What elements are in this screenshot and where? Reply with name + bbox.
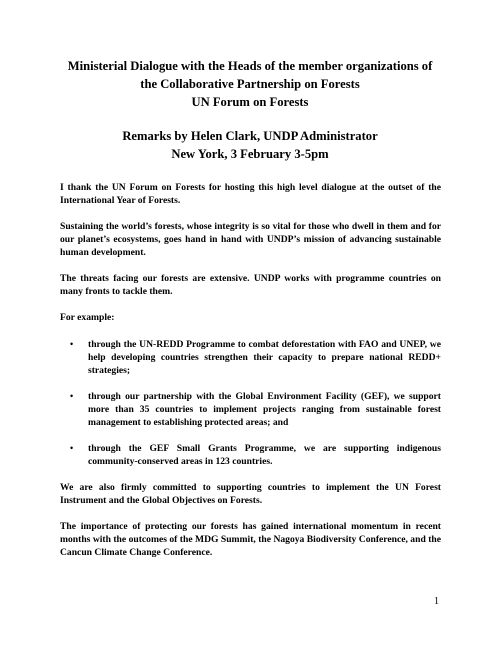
bullet-item (60, 442, 441, 468)
remarks-heading (40, 127, 460, 163)
document-title (40, 57, 460, 111)
paragraph: I thank the UN Forum on Forests for hosting this high level dialogue at the outset of the International Year of Forests. (60, 182, 441, 206)
bullet-icon: • (70, 391, 74, 401)
paragraph: The threats facing our forests are extensive. UNDP works with programme countries on many fronts to tackle them. (60, 273, 441, 297)
paragraph: The importance of protecting our forests has gained international momentum in recent months with the outcomes of the MDG Summit, the Nagoya Biodiversity Conference, and the Cancun Climate Change Conference. (60, 521, 441, 558)
paragraph: For example: (60, 312, 115, 323)
document-body (60, 181, 441, 572)
bullet-icon: • (70, 443, 74, 453)
bullet-text: through our partnership with the Global Environment Facility (GEF), we support more than 35 countries to implement projects ranging from sustainable forest management to establishing protected areas; and (88, 391, 441, 428)
title-line: UN Forum on Forests (191, 95, 309, 109)
bullet-text: through the UN-REDD Programme to combat deforestation with FAO and UNEP, we help developing countries strengthen their capacity to prepare national REDD+ strategies; (88, 339, 441, 376)
remarks-location-date: New York, 3 February 3-5pm (171, 147, 329, 161)
remarks-speaker: Remarks by Helen Clark, UNDP Administrator (122, 129, 378, 143)
bullet-item (60, 390, 441, 429)
bullet-item (60, 338, 441, 377)
paragraph: Sustaining the world’s forests, whose integrity is so vital for those who dwell in them and for our planet’s ecosystems, goes hand in hand with UNDP’s mission of advancing sustainable human development. (60, 221, 441, 258)
title-line: Ministerial Dialogue with the Heads of the member organizations of (67, 59, 433, 73)
paragraph: We are also firmly committed to supporting countries to implement the UN Forest Instrument and the Global Objectives on Forests. (60, 482, 441, 506)
page-number: 1 (434, 596, 439, 607)
bullet-icon: • (70, 339, 74, 349)
bullet-list (60, 338, 441, 468)
bullet-text: through the GEF Small Grants Programme, we are supporting indigenous community-conserved areas in 123 countries. (88, 443, 441, 467)
title-line: the Collaborative Partnership on Forests (140, 77, 360, 91)
